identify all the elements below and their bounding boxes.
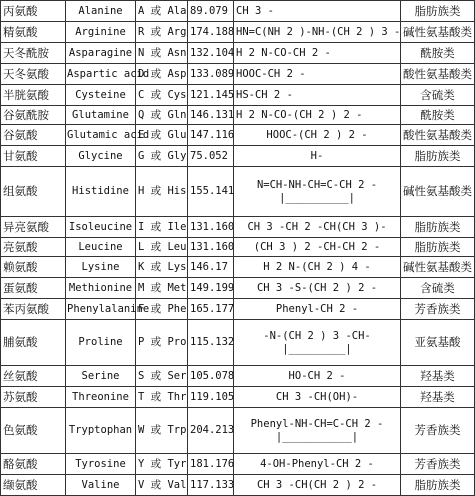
table-row — [1, 408, 475, 454]
table-row — [1, 238, 475, 257]
r-group-formula: -N-(CH 2 ) 3 -CH- — [263, 329, 371, 342]
class-cell: 酸性氨基酸类 — [401, 64, 475, 85]
class-cell: 脂肪族类 — [401, 1, 475, 22]
abbreviation-cell: F 或 Phe — [136, 299, 188, 320]
table-row — [1, 64, 475, 85]
english-name-cell: Glycine — [66, 146, 136, 167]
r-group-cell — [234, 454, 401, 475]
english-name-cell: Aspartic acid — [66, 64, 136, 85]
r-group-cell — [234, 257, 401, 278]
english-name-cell: Leucine — [66, 238, 136, 257]
english-name-cell: Arginine — [66, 22, 136, 43]
chinese-name-cell: 谷氨酰胺 — [1, 106, 66, 125]
r-group-formula: H- — [310, 149, 324, 162]
molecular-weight-cell: 147.116 — [188, 125, 234, 146]
r-group-cell — [234, 167, 401, 217]
class-cell: 羟基类 — [401, 366, 475, 387]
chinese-name-cell: 酪氨酸 — [1, 454, 66, 475]
chinese-name-cell: 天冬酰胺 — [1, 43, 66, 64]
r-group-formula: H 2 N-CO-CH 2 - — [236, 46, 331, 59]
abbreviation-cell: L 或 Leu — [136, 238, 188, 257]
r-group-formula: 4-OH-Phenyl-CH 2 - — [260, 457, 374, 470]
chinese-name-cell: 半胱氨酸 — [1, 85, 66, 106]
class-cell: 芳香族类 — [401, 299, 475, 320]
r-group-formula: CH 3 - — [236, 4, 274, 17]
r-group-cell — [234, 106, 401, 125]
r-group-formula: (CH 3 ) 2 -CH-CH 2 - — [253, 240, 381, 253]
r-group-formula: HN=C(NH 2 )-NH-(CH 2 ) 3 - — [236, 25, 401, 38]
english-name-cell: Lysine — [66, 257, 136, 278]
english-name-cell: Cysteine — [66, 85, 136, 106]
table-row — [1, 85, 475, 106]
abbreviation-cell: A 或 Ala — [136, 1, 188, 22]
molecular-weight-cell: 133.089 — [188, 64, 234, 85]
abbreviation-cell: C 或 Cys — [136, 85, 188, 106]
class-cell: 碱性氨基酸类 — [401, 167, 475, 217]
r-group-formula: HO-CH 2 - — [288, 369, 346, 382]
molecular-weight-cell: 115.132 — [188, 320, 234, 366]
chinese-name-cell: 苯丙氨酸 — [1, 299, 66, 320]
english-name-cell: Serine — [66, 366, 136, 387]
molecular-weight-cell: 117.133 — [188, 475, 234, 496]
abbreviation-cell: D 或 Asp — [136, 64, 188, 85]
r-group-ring-bond: |_________| — [282, 342, 352, 355]
table-row — [1, 146, 475, 167]
abbreviation-cell: S 或 Ser — [136, 366, 188, 387]
r-group-cell — [234, 22, 401, 43]
table-row — [1, 366, 475, 387]
english-name-cell: Proline — [66, 320, 136, 366]
r-group-formula: HOOC-(CH 2 ) 2 - — [266, 128, 368, 141]
r-group-formula: CH 3 -S-(CH 2 ) 2 - — [256, 281, 378, 294]
r-group-cell — [234, 387, 401, 408]
class-cell: 脂肪族类 — [401, 217, 475, 238]
class-cell: 酰胺类 — [401, 43, 475, 64]
molecular-weight-cell: 149.199 — [188, 278, 234, 299]
class-cell: 脂肪族类 — [401, 146, 475, 167]
r-group-formula: CH 3 -CH(OH)- — [275, 390, 359, 403]
english-name-cell: Tryptophan — [66, 408, 136, 454]
r-group-cell — [234, 475, 401, 496]
class-cell: 脂肪族类 — [401, 238, 475, 257]
abbreviation-cell: R 或 Arg — [136, 22, 188, 43]
chinese-name-cell: 亮氨酸 — [1, 238, 66, 257]
table-row — [1, 167, 475, 217]
abbreviation-cell: Y 或 Tyr — [136, 454, 188, 475]
chinese-name-cell: 组氨酸 — [1, 167, 66, 217]
r-group-formula: CH 3 -CH 2 -CH(CH 3 )- — [247, 220, 387, 233]
class-cell: 碱性氨基酸类 — [401, 22, 475, 43]
chinese-name-cell: 赖氨酸 — [1, 257, 66, 278]
abbreviation-cell: G 或 Gly — [136, 146, 188, 167]
chinese-name-cell: 丙氨酸 — [1, 1, 66, 22]
r-group-formula: Phenyl-CH 2 - — [275, 302, 359, 315]
abbreviation-cell: W 或 Trp — [136, 408, 188, 454]
class-cell: 芳香族类 — [401, 408, 475, 454]
molecular-weight-cell: 119.105 — [188, 387, 234, 408]
abbreviation-cell: P 或 Pro — [136, 320, 188, 366]
r-group-cell — [234, 299, 401, 320]
abbreviation-cell: T 或 Thr — [136, 387, 188, 408]
r-group-formula: HS-CH 2 - — [236, 88, 293, 101]
molecular-weight-cell: 131.160 — [188, 238, 234, 257]
table-row — [1, 320, 475, 366]
english-name-cell: Histidine — [66, 167, 136, 217]
r-group-formula: Phenyl-NH-CH=C-CH 2 - — [250, 417, 384, 430]
table-row — [1, 454, 475, 475]
table-row — [1, 217, 475, 238]
class-cell: 芳香族类 — [401, 454, 475, 475]
chinese-name-cell: 精氨酸 — [1, 22, 66, 43]
english-name-cell: Valine — [66, 475, 136, 496]
abbreviation-cell: H 或 His — [136, 167, 188, 217]
english-name-cell: Isoleucine — [66, 217, 136, 238]
r-group-cell — [234, 320, 401, 366]
chinese-name-cell: 苏氨酸 — [1, 387, 66, 408]
table-body — [1, 1, 475, 496]
chinese-name-cell: 天冬氨酸 — [1, 64, 66, 85]
molecular-weight-cell: 155.141 — [188, 167, 234, 217]
molecular-weight-cell: 89.079 — [188, 1, 234, 22]
molecular-weight-cell: 181.176 — [188, 454, 234, 475]
table-row — [1, 475, 475, 496]
table-row — [1, 43, 475, 64]
abbreviation-cell: N 或 Asn — [136, 43, 188, 64]
chinese-name-cell: 缬氨酸 — [1, 475, 66, 496]
r-group-cell — [234, 64, 401, 85]
r-group-formula: HOOC-CH 2 - — [236, 67, 306, 80]
r-group-cell — [234, 125, 401, 146]
table-row — [1, 125, 475, 146]
molecular-weight-cell: 132.104 — [188, 43, 234, 64]
abbreviation-cell: I 或 Ile — [136, 217, 188, 238]
class-cell: 含硫类 — [401, 85, 475, 106]
table-row — [1, 278, 475, 299]
molecular-weight-cell: 146.17 — [188, 257, 234, 278]
table-row — [1, 299, 475, 320]
r-group-ring-bond: |___________| — [275, 430, 359, 443]
chinese-name-cell: 谷氨酸 — [1, 125, 66, 146]
r-group-cell — [234, 85, 401, 106]
molecular-weight-cell: 121.145 — [188, 85, 234, 106]
class-cell: 酰胺类 — [401, 106, 475, 125]
r-group-cell — [234, 408, 401, 454]
english-name-cell: Tyrosine — [66, 454, 136, 475]
chinese-name-cell: 甘氨酸 — [1, 146, 66, 167]
chinese-name-cell: 色氨酸 — [1, 408, 66, 454]
abbreviation-cell: Q 或 Gln — [136, 106, 188, 125]
abbreviation-cell: V 或 Val — [136, 475, 188, 496]
molecular-weight-cell: 75.052 — [188, 146, 234, 167]
english-name-cell: Threonine — [66, 387, 136, 408]
molecular-weight-cell: 165.177 — [188, 299, 234, 320]
english-name-cell: Glutamic acid — [66, 125, 136, 146]
r-group-cell — [234, 366, 401, 387]
molecular-weight-cell: 146.131 — [188, 106, 234, 125]
r-group-cell — [234, 217, 401, 238]
class-cell: 亚氨基酸 — [401, 320, 475, 366]
r-group-formula: H 2 N-CO-(CH 2 ) 2 - — [236, 108, 363, 121]
english-name-cell: Asparagine — [66, 43, 136, 64]
table-row — [1, 257, 475, 278]
english-name-cell: Methionine — [66, 278, 136, 299]
molecular-weight-cell: 131.160 — [188, 217, 234, 238]
abbreviation-cell: M 或 Met — [136, 278, 188, 299]
class-cell: 含硫类 — [401, 278, 475, 299]
abbreviation-cell: E 或 Glu — [136, 125, 188, 146]
r-group-formula: N=CH-NH-CH=C-CH 2 - — [256, 178, 378, 191]
class-cell: 脂肪族类 — [401, 475, 475, 496]
table-row — [1, 1, 475, 22]
abbreviation-cell: K 或 Lys — [136, 257, 188, 278]
english-name-cell: Alanine — [66, 1, 136, 22]
table-row — [1, 106, 475, 125]
r-group-formula: H 2 N-(CH 2 ) 4 - — [263, 260, 371, 273]
class-cell: 酸性氨基酸类 — [401, 125, 475, 146]
english-name-cell: Glutamine — [66, 106, 136, 125]
chinese-name-cell: 蛋氨酸 — [1, 278, 66, 299]
molecular-weight-cell: 105.078 — [188, 366, 234, 387]
class-cell: 羟基类 — [401, 387, 475, 408]
chinese-name-cell: 脯氨酸 — [1, 320, 66, 366]
r-group-formula: CH 3 -CH(CH 2 ) 2 - — [256, 478, 378, 491]
r-group-ring-bond: |__________| — [279, 191, 355, 204]
r-group-cell — [234, 1, 401, 22]
chinese-name-cell: 丝氨酸 — [1, 366, 66, 387]
r-group-cell — [234, 278, 401, 299]
chinese-name-cell: 异亮氨酸 — [1, 217, 66, 238]
molecular-weight-cell: 174.188 — [188, 22, 234, 43]
class-cell: 碱性氨基酸类 — [401, 257, 475, 278]
r-group-cell — [234, 43, 401, 64]
english-name-cell: Phenylalanine — [66, 299, 136, 320]
r-group-cell — [234, 238, 401, 257]
r-group-cell — [234, 146, 401, 167]
molecular-weight-cell: 204.213 — [188, 408, 234, 454]
table-row — [1, 387, 475, 408]
table-row — [1, 22, 475, 43]
